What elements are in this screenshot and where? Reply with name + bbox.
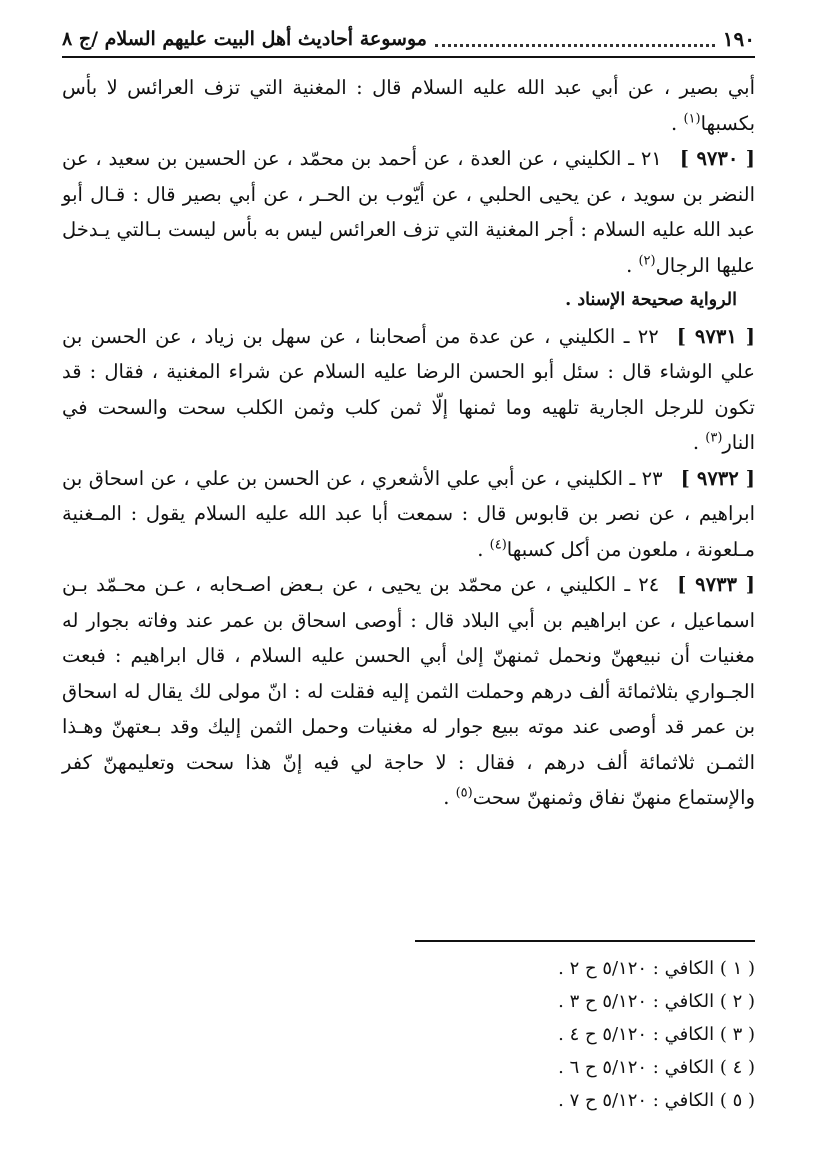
hadith-number: [ ٩٧٣٢ ] (680, 466, 756, 490)
page-header (62, 22, 755, 58)
footnote-4: ( ٤ ) الكافي : ٥/١٢٠ ح ٦ . (558, 1057, 755, 1078)
hadith-9731: [ ٩٧٣١ ]٢٢ ـ الكليني ، عن عدة من أصحابنا ، عن سهل بن زياد ، عن الحسن بن علي الوشاء قال : سئل أبو الحسن الرضا عليه السلام عن شراء المغنية ، فقال : قد تكون للرجل الجارية تلهيه وما ثمنها إلّا ثمن كلب وثمن الكلب سحت والسحت في النار$^{(٣)}$ . (62, 324, 756, 454)
hadith-9732: [ ٩٧٣٢ ]٢٣ ـ الكليني ، عن أبي علي الأشعري ، عن الحسن بن علي ، عن اسحاق بن ابراهيم ، عن نصر بن قابوس قال : سمعت أبا عبد الله عليه السلام يقول : المـغنية مـلعونة ، ملعون من أكل كسبها$^{(٤)}$ . (62, 466, 756, 561)
hadith-text: ٢٢ ـ الكليني ، عن عدة من أصحابنا ، عن سهل بن زياد ، عن الحسن بن علي الوشاء قال : سئل أبو الحسن الرضا عليه السلام عن شراء المغنية ، فقال : قد تكون للرجل الجارية تلهيه وما ثمنها إلّا ثمن كلب وثمن الكلب سحت والسحت في النار (62, 324, 755, 454)
hadith-text: ٢١ ـ الكليني ، عن العدة ، عن أحمد بن محمّد ، عن الحسين بن سعيد ، عن النضر بن سويد ، عن يحيى الحلبي ، عن أيّوب بن الحـر ، عن أبي بصير قال : قـال أبو عبد الله عليه السلام : أجر المغنية التي تزف العرائس ليس به بأس ليست بـالتي يـدخل عليها الرجال (62, 147, 755, 277)
header-dot-leader (435, 44, 715, 47)
hadith-9733: [ ٩٧٣٣ ]٢٤ ـ الكليني ، عن محمّد بن يحيى ، عن بـعض اصـحابه ، عـن محـمّد بـن اسماعيل ، عن ابراهيم بن أبي البلاد قال : أوصى اسحاق بن عمر عند وفاته بجوار له مغنيات أن نبيعهنّ ونحمل ثمنهنّ إلىٰ أبي الحسن عليه السلام ، قال ابراهيم : فبعت الجـواري بثلاثمائة ألف درهم وحملت الثمن إليه فقلت له : انّ مولى لك يقال له اسحاق بن عمر قد أوصى عند موته ببيع جوار له مغنيات وحمل الثمن إليك وقد بـعتهنّ وهـذا الثمـن ثلاثمائة ألف درهم ، فقال : لا حاجة لي فيه إنّ هذا سحت وتعليمهنّ كفر والإستماع منهنّ نفاق وثمنهنّ سحت$^{(٥)}$ . (62, 573, 756, 809)
footnote-ref: (٣) (705, 430, 723, 446)
hadith-number: [ ٩٧٣٣ ] (677, 573, 756, 596)
footnote-ref: (٤) (489, 537, 507, 552)
main-text (62, 70, 755, 816)
footnotes (355, 952, 755, 1117)
hadith-text: ٢٣ ـ الكليني ، عن أبي علي الأشعري ، عن الحسن بن علي ، عن اسحاق بن ابراهيم ، عن نصر بن قابوس قال : سمعت أبا عبد الله عليه السلام يقول : المـغنية مـلعونة ، ملعون من أكل كسبها (62, 466, 755, 561)
running-title: موسوعة أحاديث أهل البيت عليهم السلام /ج ٨ (62, 28, 427, 50)
page-number: ١٩٠ (722, 27, 755, 51)
footnote-1: ( ١ ) الكافي : ٥/١٢٠ ح ٢ . (558, 958, 755, 979)
footnote-ref: (٥) (455, 785, 473, 801)
hadith-number: [ ٩٧٣٠ ] (679, 147, 755, 170)
footnote-ref: (١) (683, 111, 701, 126)
hadith-number: [ ٩٧٣١ ] (676, 324, 756, 348)
footnote-5: ( ٥ ) الكافي : ٥/١٢٠ ح ٧ . (558, 1090, 755, 1111)
paragraph-continuation: أبي بصير ، عن أبي عبد الله عليه السلام قال : المغنية التي تزف العرائس لا بأس بكسبها$^{(١)}$ . (62, 76, 755, 135)
footnote-ref: (٢) (638, 253, 656, 268)
footnote-2: ( ٢ ) الكافي : ٥/١٢٠ ح ٣ . (558, 991, 755, 1012)
hadith-text: ٢٤ ـ الكليني ، عن محمّد بن يحيى ، عن بـعض اصـحابه ، عـن محـمّد بـن اسماعيل ، عن ابراهيم بن أبي البلاد قال : أوصى اسحاق بن عمر عند وفاته بجوار له مغنيات أن نبيعهنّ ونحمل ثمنهنّ إلىٰ أبي الحسن عليه السلام ، قال ابراهيم : فبعت الجـواري بثلاثمائة ألف درهم وحملت الثمن إليه فقلت له : انّ مولى لك يقال له اسحاق بن عمر قد أوصى عند موته ببيع جوار له مغنيات وحمل الثمن إليك وقد بـعتهنّ وهـذا الثمـن ثلاثمائة ألف درهم ، فقال : لا حاجة لي فيه إنّ هذا سحت وتعليمهنّ كفر والإستماع منهنّ نفاق وثمنهنّ سحت (62, 573, 755, 809)
chain-note: الرواية صحيحة الإسناد . (565, 290, 737, 310)
footnote-separator (415, 940, 755, 942)
paragraph-text: أبي بصير ، عن أبي عبد الله عليه السلام قال : المغنية التي تزف العرائس لا بأس بكسبها (62, 76, 755, 135)
footnote-3: ( ٣ ) الكافي : ٥/١٢٠ ح ٤ . (558, 1024, 755, 1045)
hadith-9730: [ ٩٧٣٠ ]٢١ ـ الكليني ، عن العدة ، عن أحمد بن محمّد ، عن الحسين بن سعيد ، عن النضر بن سويد ، عن يحيى الحلبي ، عن أيّوب بن الحـر ، عن أبي بصير قال : قـال أبو عبد الله عليه السلام : أجر المغنية التي تزف العرائس ليس به بأس ليست بـالتي يـدخل عليها الرجال$^{(٢)}$ . (62, 147, 755, 277)
